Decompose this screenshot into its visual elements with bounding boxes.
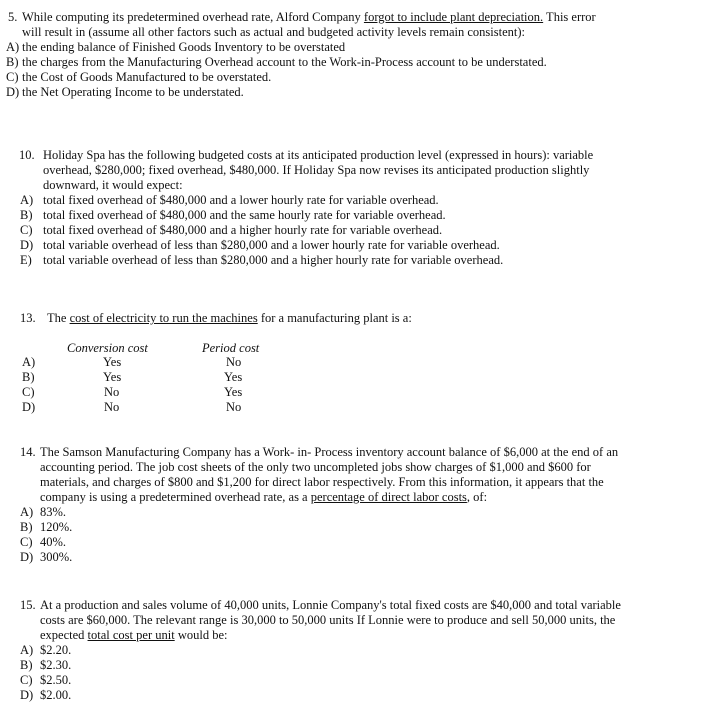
q10-option-letter: A) bbox=[20, 193, 34, 207]
q15-option-text: $2.00. bbox=[40, 688, 72, 702]
q5-stem-text: While computing its predetermined overhead rate, Alford Company bbox=[22, 10, 364, 24]
q13-row-conversion: No bbox=[104, 400, 120, 414]
q15-option-letter: D) bbox=[20, 688, 34, 702]
q5-option-text: the Cost of Goods Manufactured to be overstated. bbox=[22, 70, 272, 84]
q15-option-text: $2.50. bbox=[40, 673, 72, 687]
q10-option-letter: C) bbox=[20, 223, 33, 237]
q10-option-text: total variable overhead of less than $280,000 and a higher hourly rate for variable overhead. bbox=[43, 253, 504, 267]
q13-row-period: No bbox=[226, 400, 242, 414]
q10-stem-line: downward, it would expect: bbox=[43, 178, 183, 192]
q14-option-letter: D) bbox=[20, 550, 34, 564]
q10-option-letter: D) bbox=[20, 238, 34, 252]
q13-header-conversion: Conversion cost bbox=[67, 341, 148, 355]
q15-number: 15. bbox=[20, 598, 36, 612]
q15-underlined-phrase: total cost per unit bbox=[87, 628, 175, 642]
q13-row-conversion: Yes bbox=[103, 355, 122, 369]
q14-underlined-phrase: percentage of direct labor costs bbox=[310, 490, 467, 504]
q5-underlined-phrase: forgot to include plant depreciation. bbox=[363, 10, 544, 24]
q13-row-conversion: No bbox=[104, 385, 120, 399]
q5-stem-line-1 bbox=[22, 10, 596, 25]
q5-option-letter: B) bbox=[6, 55, 19, 69]
q5-option-letter: D) bbox=[6, 85, 20, 99]
q14-option-text: 120%. bbox=[40, 520, 73, 534]
q5-stem-text: This error bbox=[543, 10, 596, 24]
q13-row-letter: D) bbox=[22, 400, 36, 414]
q14-option-text: 83%. bbox=[40, 505, 67, 519]
q15-stem-line bbox=[40, 628, 227, 643]
q15-option-text: $2.30. bbox=[40, 658, 72, 672]
q14-option-letter: C) bbox=[20, 535, 33, 549]
q5-stem-line-2: will result in (assume all other factors such as actual and budgeted activity levels remain consistent): bbox=[22, 25, 525, 39]
q14-stem-text: , of: bbox=[466, 490, 488, 504]
q15-stem-text: would be: bbox=[174, 628, 228, 642]
q14-stem-line: accounting period. The job cost sheets of the only two uncompleted jobs show charges of $1,000 and $600 for bbox=[40, 460, 591, 474]
q13-stem bbox=[47, 311, 412, 326]
q5-option-letter: C) bbox=[6, 70, 19, 84]
q14-option-letter: A) bbox=[20, 505, 34, 519]
q15-stem-line: costs are $60,000. The relevant range is 30,000 to 50,000 units If Lonnie were to produce and sell 50,000 units, the bbox=[40, 613, 616, 627]
q14-stem-line: materials, and charges of $800 and $1,200 for direct labor respectively. From this information, it appears that the bbox=[40, 475, 604, 489]
q10-option-text: total variable overhead of less than $280,000 and a lower hourly rate for variable overhead. bbox=[43, 238, 500, 252]
q14-number: 14. bbox=[20, 445, 36, 459]
q10-stem-line: Holiday Spa has the following budgeted costs at its anticipated production level (expressed in hours): variable bbox=[43, 148, 594, 162]
q14-option-text: 300%. bbox=[40, 550, 73, 564]
q15-option-text: $2.20. bbox=[40, 643, 72, 657]
q13-number: 13. bbox=[20, 311, 36, 325]
q14-option-letter: B) bbox=[20, 520, 33, 534]
q13-row-period: No bbox=[226, 355, 242, 369]
q15-option-letter: A) bbox=[20, 643, 34, 657]
q14-stem-text: company is using a predetermined overhead rate, as a bbox=[40, 490, 311, 504]
q10-option-text: total fixed overhead of $480,000 and a lower hourly rate for variable overhead. bbox=[43, 193, 439, 207]
q5-option-text: the Net Operating Income to be understated. bbox=[22, 85, 244, 99]
q5-option-text: the charges from the Manufacturing Overhead account to the Work-in-Process account to be understated. bbox=[22, 55, 547, 69]
q10-option-letter: B) bbox=[20, 208, 33, 222]
q10-option-text: total fixed overhead of $480,000 and the same hourly rate for variable overhead. bbox=[43, 208, 446, 222]
q10-option-letter: E) bbox=[20, 253, 32, 267]
q13-row-letter: B) bbox=[22, 370, 35, 384]
q15-option-letter: B) bbox=[20, 658, 33, 672]
q10-number: 10. bbox=[19, 148, 35, 162]
q13-stem-text: for a manufacturing plant is a: bbox=[257, 311, 412, 325]
q14-option-text: 40%. bbox=[40, 535, 67, 549]
q5-option-letter: A) bbox=[6, 40, 20, 54]
q14-stem-line bbox=[40, 490, 487, 505]
q13-underlined-phrase: cost of electricity to run the machines bbox=[69, 311, 258, 325]
q13-row-letter: A) bbox=[22, 355, 36, 369]
q14-stem-line: The Samson Manufacturing Company has a Work- in- Process inventory account balance of $6,000 at the end of an bbox=[40, 445, 619, 459]
q13-row-period: Yes bbox=[224, 385, 243, 399]
q13-row-letter: C) bbox=[22, 385, 35, 399]
q10-stem-line: overhead, $280,000; fixed overhead, $480,000. If Holiday Spa now revises its anticipated production slightly bbox=[43, 163, 590, 177]
q5-option-text: the ending balance of Finished Goods Inventory to be overstated bbox=[22, 40, 346, 54]
q13-row-conversion: Yes bbox=[103, 370, 122, 384]
q13-header-period: Period cost bbox=[202, 341, 260, 355]
q13-row-period: Yes bbox=[224, 370, 243, 384]
q15-stem-text: expected bbox=[40, 628, 88, 642]
q13-stem-text: The bbox=[47, 311, 70, 325]
q5-number: 5. bbox=[8, 10, 18, 24]
q15-stem-line: At a production and sales volume of 40,000 units, Lonnie Company's total fixed costs are $40,000 and total variable bbox=[40, 598, 621, 612]
q10-option-text: total fixed overhead of $480,000 and a higher hourly rate for variable overhead. bbox=[43, 223, 443, 237]
q15-option-letter: C) bbox=[20, 673, 33, 687]
